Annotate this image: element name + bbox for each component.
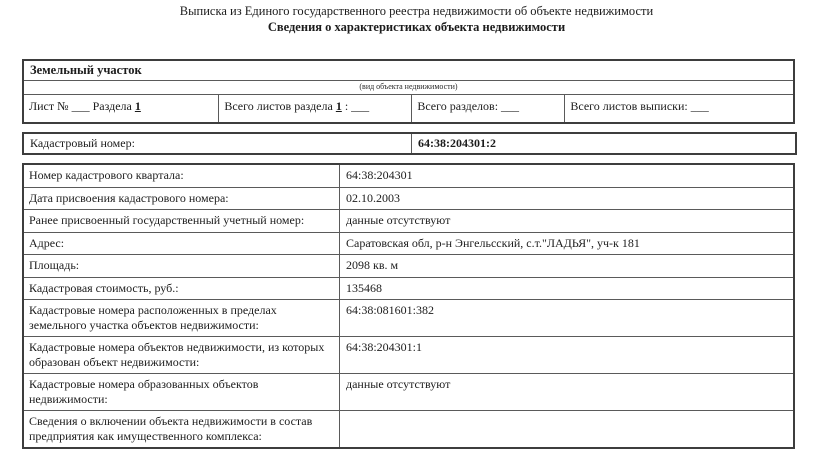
row-label: Кадастровая стоимость, руб.:	[24, 278, 340, 300]
table-row-objects-within-parcel	[24, 299, 793, 336]
total-sections-cell	[412, 95, 565, 122]
row-value: 135468	[346, 280, 382, 295]
total-extract-sheets-text: Всего листов выписки: ___	[570, 99, 709, 113]
row-value: 2098 кв. м	[346, 258, 399, 272]
section-number: 1	[134, 99, 141, 113]
table-row-enterprise-complex	[24, 410, 793, 447]
row-value: 02.10.2003	[346, 190, 400, 205]
row-label: Сведения о включении объекта недвижимости в состав предприятия как имущественного комплекса:	[24, 411, 340, 447]
table-row-address	[24, 232, 793, 255]
row-label: Номер кадастрового квартала:	[24, 165, 340, 187]
sheet-number-cell	[24, 95, 219, 122]
row-label: Кадастровые номера расположенных в пределах земельного участка объектов недвижимости:	[24, 300, 340, 336]
total-section-sheets-text: Всего листов раздела	[224, 99, 336, 113]
document-title: Выписка из Единого государственного реестра недвижимости об объекте недвижимости	[179, 4, 654, 18]
section-number: 1	[335, 99, 342, 113]
sheet-number-text: Лист № ___ Раздела	[29, 99, 135, 113]
total-extract-sheets-cell	[565, 95, 793, 122]
object-type-caption: (вид объекта недвижимости)	[24, 81, 793, 95]
object-type-table	[22, 59, 795, 124]
table-row-area	[24, 254, 793, 277]
row-value: данные отсутствуют	[346, 213, 451, 227]
row-value: данные отсутствуют	[346, 377, 451, 391]
details-table	[22, 163, 795, 449]
table-row-previous-number	[24, 209, 793, 232]
row-label: Адрес:	[24, 233, 340, 255]
document-header	[0, 4, 833, 35]
row-label: Кадастровые номера объектов недвижимости, из которых образован объект недвижимости:	[24, 337, 340, 373]
cadastral-number-value: 64:38:204301:2	[418, 136, 496, 150]
cadastral-number-table	[22, 132, 797, 155]
sheet-info-row	[24, 95, 793, 122]
row-value: 64:38:081601:382	[346, 303, 435, 317]
table-row-assignment-date	[24, 187, 793, 210]
table-row-quarter-number	[24, 165, 793, 187]
row-value	[340, 411, 793, 447]
table-row-source-objects	[24, 336, 793, 373]
cadastral-number-label: Кадастровый номер:	[24, 134, 412, 153]
row-label: Ранее присвоенный государственный учетный номер:	[24, 210, 340, 232]
row-value: 64:38:204301:1	[346, 340, 423, 354]
object-type-label: Земельный участок	[24, 61, 793, 81]
total-section-sheets-cell: Всего листов раздела 1 : ___	[219, 95, 412, 122]
row-value: Саратовская обл, р-н Энгельсский, с.т."ЛАДЬЯ", уч-к 181	[346, 235, 640, 250]
total-sections-text: Всего разделов: ___	[417, 99, 520, 113]
row-label: Кадастровые номера образованных объектов недвижимости:	[24, 374, 340, 410]
row-value: 64:38:204301	[346, 168, 413, 182]
table-row-cadastral-value	[24, 277, 793, 300]
document-subtitle: Сведения о характеристиках объекта недвижимости	[267, 20, 566, 34]
row-label: Площадь:	[24, 255, 340, 277]
row-label: Дата присвоения кадастрового номера:	[24, 188, 340, 210]
table-row-formed-objects	[24, 373, 793, 410]
